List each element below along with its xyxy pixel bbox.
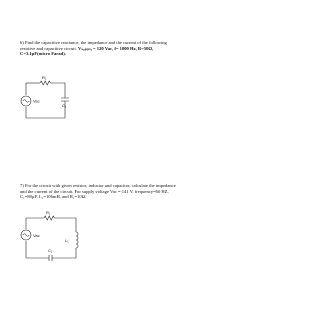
capacitor-symbol xyxy=(61,98,69,101)
resistor-label: R₁ xyxy=(42,75,47,80)
capacitor-label: C₁ xyxy=(48,248,53,253)
wire-bottom-right xyxy=(52,248,76,258)
capacitor-label: C₁ xyxy=(62,103,67,108)
problem-6-question: 6) Find the capacitive reactance, the impedance and the current of the following resistive and capacitive circuit. xyxy=(20,40,167,51)
resistor-label: R₁ xyxy=(46,210,51,215)
inductor-label: L₁ xyxy=(65,238,69,243)
rc-circuit-diagram xyxy=(20,73,70,133)
wire-top-right xyxy=(50,83,65,98)
resistor-symbol xyxy=(44,216,54,220)
resistor-symbol xyxy=(40,81,50,85)
wire-top-right xyxy=(54,218,76,232)
ac-wave-glyph xyxy=(23,100,29,103)
capacitor-symbol xyxy=(49,255,52,261)
wire-bottom xyxy=(26,98,65,118)
problem-7-text: 7) For the circuit with given resistor, inductor and capacitor, calculate the impedance and the current of the circuit. For supply voltage Vac = 141 V, frequency=60 HZ, C₁=88µF, L₁=106mH, and R₁=10Ω. xyxy=(20,183,176,200)
inductor-symbol xyxy=(76,232,78,248)
source-label: Vac xyxy=(33,233,40,238)
problem-6-given-values: Vₛᵤₚₚₗᵧ = 120 Vac, f= 1000 Hz, R=50Ω, C=3.1µF(micro Farad). xyxy=(20,45,154,57)
rlc-circuit-diagram xyxy=(20,210,80,270)
ac-wave-glyph xyxy=(23,234,29,237)
source-label: Vac xyxy=(33,98,40,104)
problem-6-text xyxy=(20,40,183,57)
